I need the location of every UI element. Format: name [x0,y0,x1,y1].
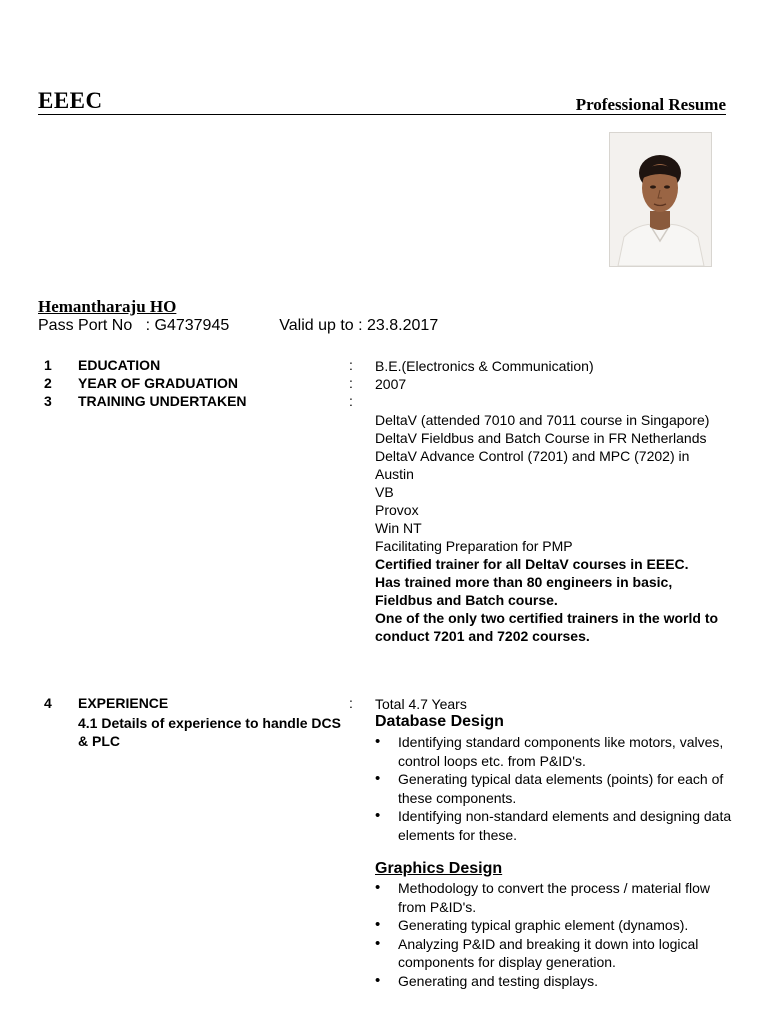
list-item: • Identifying standard components like motors, valves, control loops etc. from P&ID's. [375,733,737,770]
experience-sub-label [78,714,343,750]
section-colon: : [349,357,353,373]
list-item: • Identifying non-standard elements and designing data elements for these. [375,807,737,844]
list-item: • Generating typical graphic element (dynamos). [375,916,737,935]
graphics-design-heading: Graphics Design [375,860,503,877]
list-item: • Generating typical data elements (points) for each of these components. [375,770,737,807]
training-highlight: One of the only two certified trainers in the world to conduct 7201 and 7202 courses. [375,610,719,644]
section-label-education: EDUCATION [78,357,161,373]
section-number-experience: 4 [44,695,52,711]
training-item: Provox [375,502,419,518]
candidate-name: Hemantharaju HO [38,297,177,316]
section-colon: : [349,393,353,409]
section-number-training: 3 [44,393,52,409]
document-title: Professional Resume [575,95,726,114]
section-label-experience: EXPERIENCE [78,695,169,711]
profile-photo [609,132,712,267]
training-highlight: Certified trainer for all DeltaV courses in EEEC. [375,556,689,572]
passport-label: Pass Port No [38,317,133,334]
profile-photo-image [610,133,711,266]
section-number-education: 1 [44,357,52,373]
organization-name: EEEC [38,88,103,113]
training-item: Facilitating Preparation for PMP [375,538,573,554]
graphics-design-list [375,879,737,990]
database-design-list [375,733,737,844]
section-colon: : [349,375,353,391]
section-label-training: TRAINING UNDERTAKEN [78,393,247,409]
experience-details [375,713,737,990]
training-list [375,411,727,645]
training-item: DeltaV Fieldbus and Batch Course in FR Netherlands [375,430,707,446]
passport-separator: : [145,317,151,334]
education-value: B.E.(Electronics & Communication) [375,358,594,374]
list-item: • Analyzing P&ID and breaking it down into logical components for display generation. [375,935,737,972]
training-item: DeltaV Advance Control (7201) and MPC (7202) in Austin [375,448,690,482]
training-highlight: Has trained more than 80 engineers in basic, Fieldbus and Batch course. [375,574,673,608]
section-colon: : [349,695,353,711]
list-item: • Methodology to convert the process / material flow from P&ID's. [375,879,737,916]
valid-label: Valid up to [279,317,354,334]
experience-total: Total 4.7 Years [375,696,467,712]
database-design-heading: Database Design [375,713,504,730]
training-item: VB [375,484,394,500]
list-item: • Generating and testing displays. [375,972,737,991]
graduation-value: 2007 [375,376,407,392]
section-label-graduation: YEAR OF GRADUATION [78,375,238,391]
valid-separator: : [358,317,363,334]
experience-sub-label-text: 4.1 Details of experience to handle DCS & PLC [78,715,341,749]
training-item: Win NT [375,520,422,536]
valid-date: 23.8.2017 [367,317,439,334]
passport-number: G4737945 [154,317,230,334]
training-item: DeltaV (attended 7010 and 7011 course in Singapore) [375,412,710,428]
passport-row [38,317,438,335]
section-number-graduation: 2 [44,375,52,391]
header-rule [38,114,726,115]
